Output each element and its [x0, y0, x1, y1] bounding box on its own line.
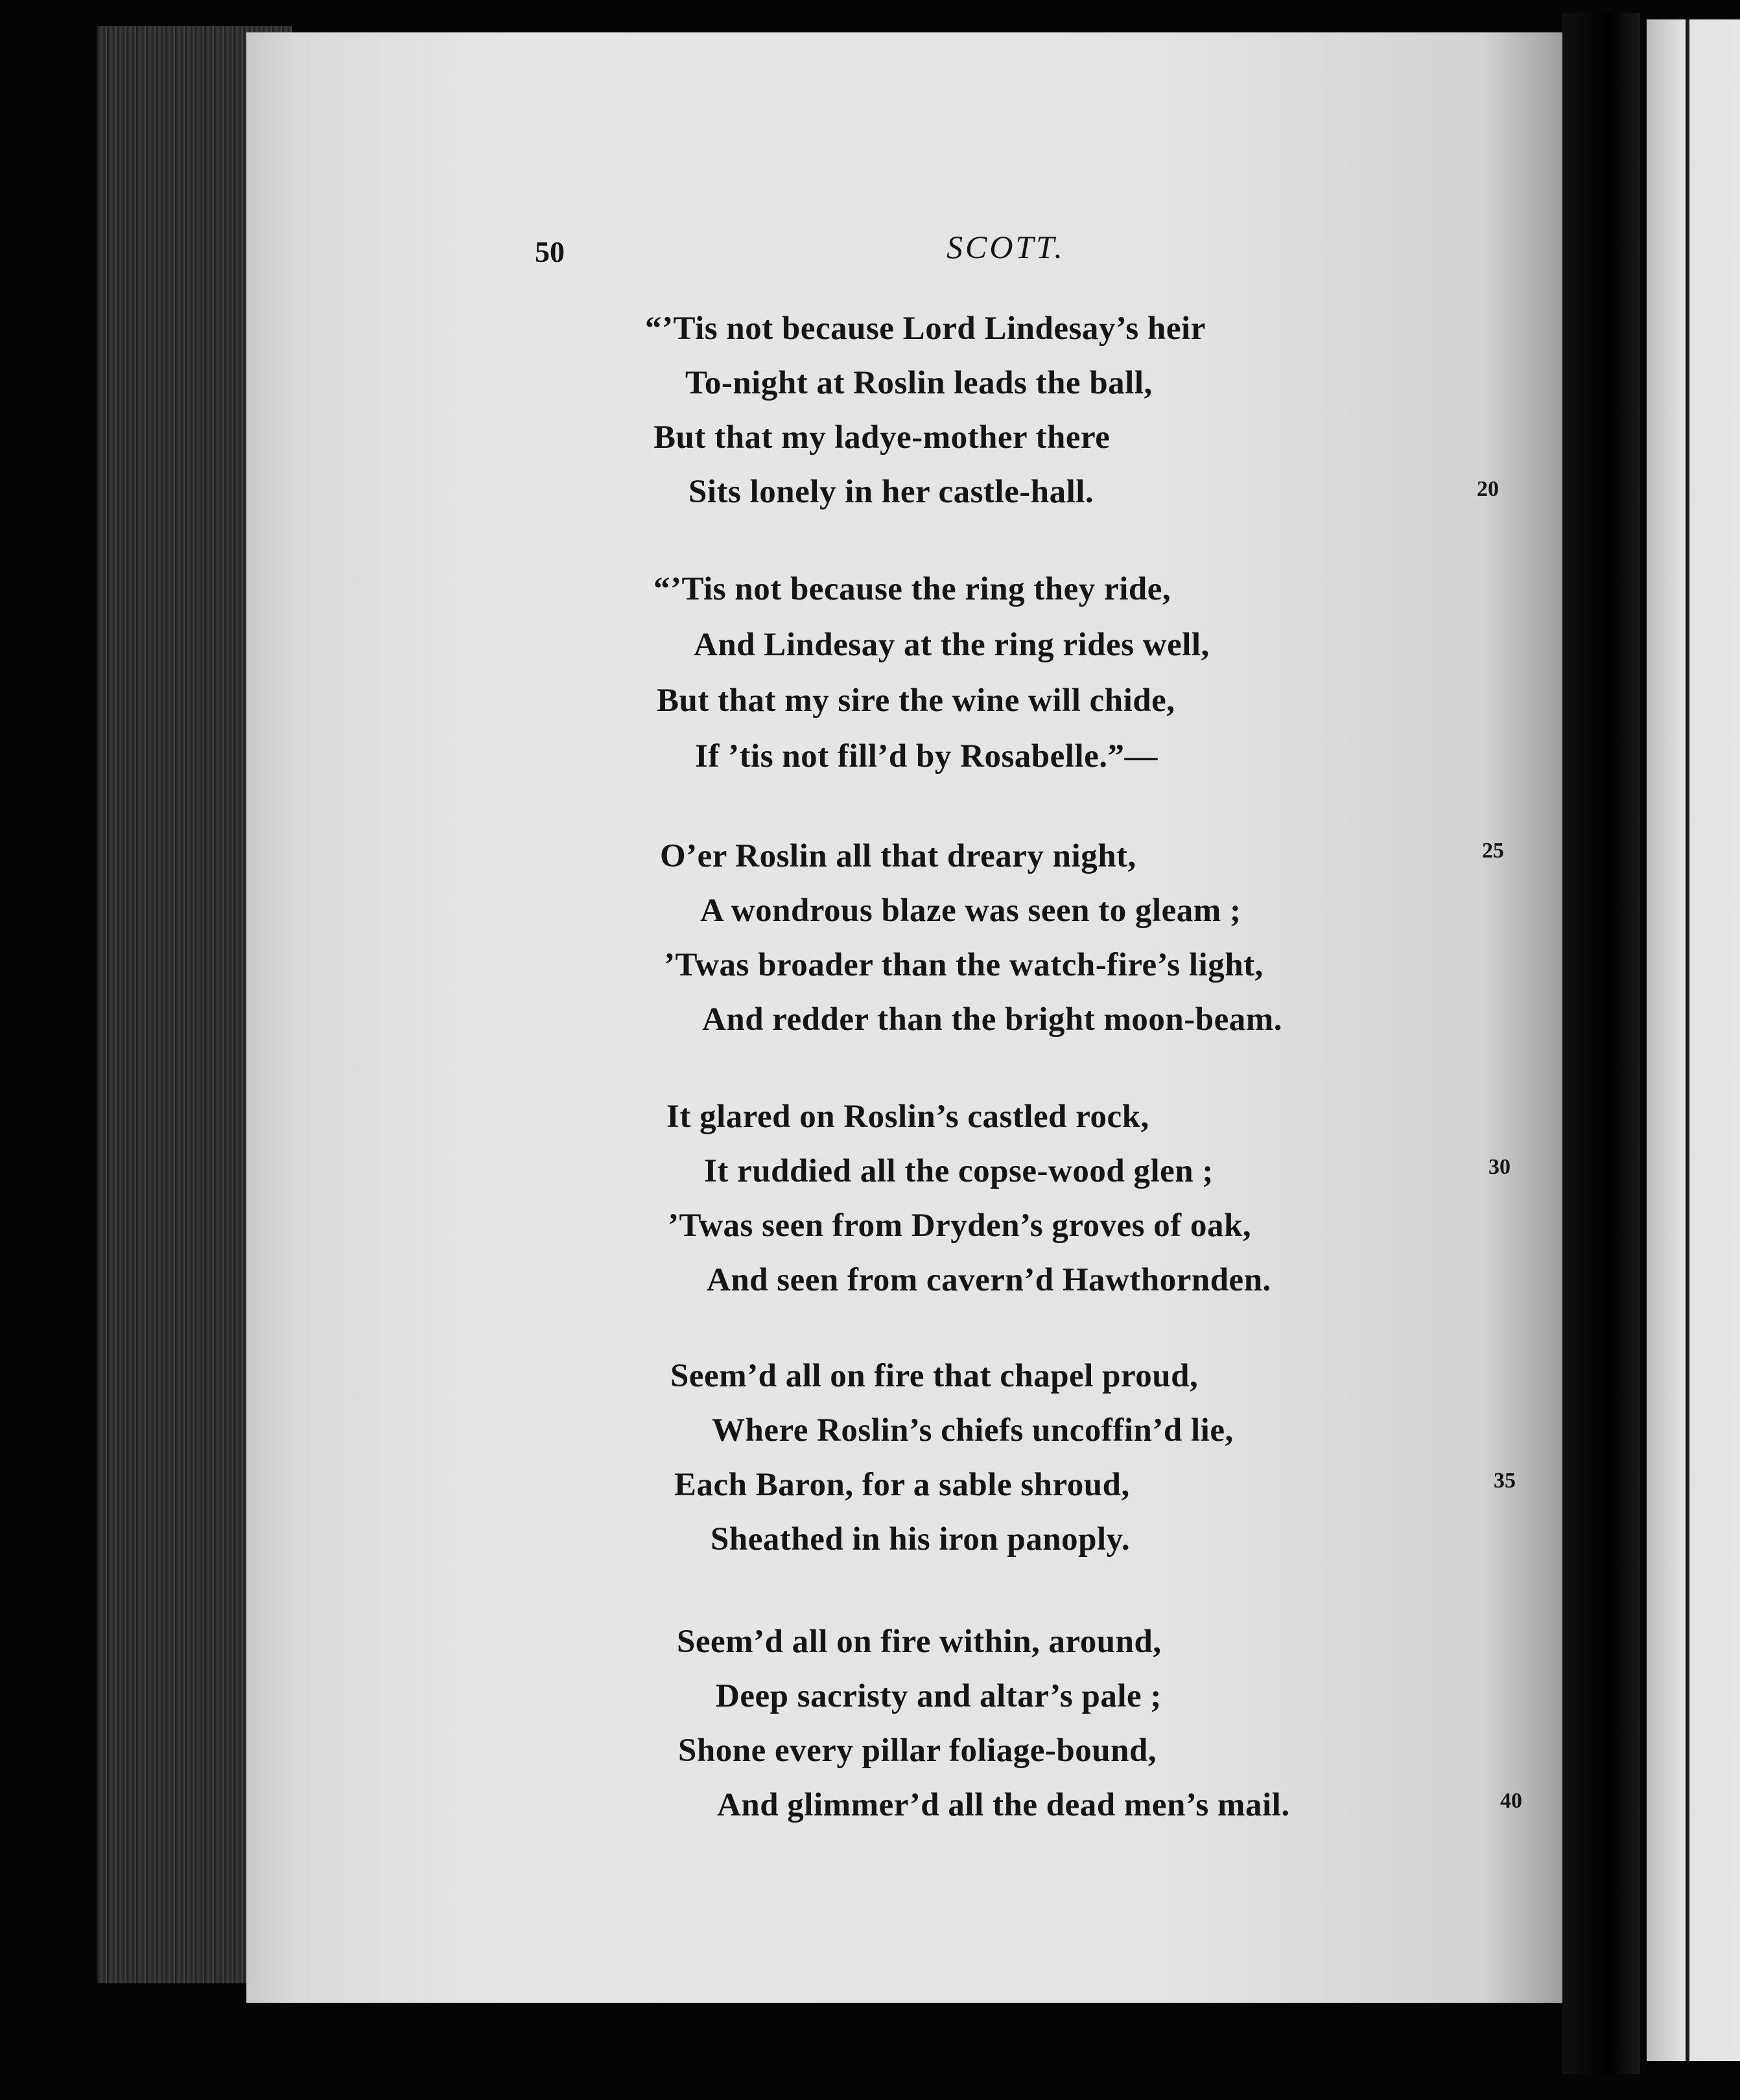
facing-page — [1647, 19, 1740, 2061]
poem-line: And seen from cavern’d Hawthornden. — [707, 1262, 1271, 1298]
poem-line: Each Baron, for a sable shroud, — [674, 1467, 1130, 1503]
poem-line: ’Twas seen from Dryden’s groves of oak, — [668, 1208, 1252, 1244]
poem-line: ’Twas broader than the watch-fire’s light, — [664, 947, 1264, 983]
poem-line: It glared on Roslin’s castled rock, — [666, 1099, 1149, 1135]
poem-line: O’er Roslin all that dreary night, — [660, 838, 1136, 874]
line-number: 30 — [1488, 1155, 1511, 1179]
line-number: 20 — [1477, 477, 1499, 501]
line-number: 40 — [1500, 1789, 1522, 1813]
line-number: 25 — [1482, 839, 1504, 863]
running-head: SCOTT. — [946, 229, 1065, 265]
poem-line: Sits lonely in her castle-hall. — [688, 474, 1094, 510]
line-number: 35 — [1494, 1469, 1516, 1493]
poem-line: “’Tis not because Lord Lindesay’s heir — [645, 310, 1206, 347]
poem-line: To-night at Roslin leads the ball, — [685, 365, 1153, 401]
poem-line: Sheathed in his iron panoply. — [711, 1521, 1131, 1558]
poem-line: Deep sacristy and altar’s pale ; — [716, 1678, 1162, 1714]
poem-line: A wondrous blaze was seen to gleam ; — [700, 892, 1241, 929]
facing-page-edge — [1686, 19, 1689, 2061]
poem-line: And Lindesay at the ring rides well, — [694, 627, 1210, 663]
poem-line: But that my sire the wine will chide, — [657, 682, 1175, 719]
poem-line: Seem’d all on fire within, around, — [677, 1624, 1162, 1660]
poem-line: Shone every pillar foliage-bound, — [678, 1732, 1157, 1769]
poem-line: Where Roslin’s chiefs uncoffin’d lie, — [712, 1412, 1234, 1449]
poem-line: But that my ladye-mother there — [653, 419, 1111, 456]
poem-line: If ’tis not fill’d by Rosabelle.”— — [695, 738, 1158, 775]
poem-line: Seem’d all on fire that chapel proud, — [670, 1358, 1199, 1394]
page-number: 50 — [535, 235, 565, 268]
poem-line: “’Tis not because the ring they ride, — [653, 571, 1171, 607]
poem-line: And glimmer’d all the dead men’s mail. — [717, 1787, 1290, 1823]
book-gutter — [1562, 13, 1640, 2074]
poem-line: And redder than the bright moon-beam. — [702, 1001, 1283, 1038]
poem-line: It ruddied all the copse-wood glen ; — [704, 1153, 1214, 1189]
